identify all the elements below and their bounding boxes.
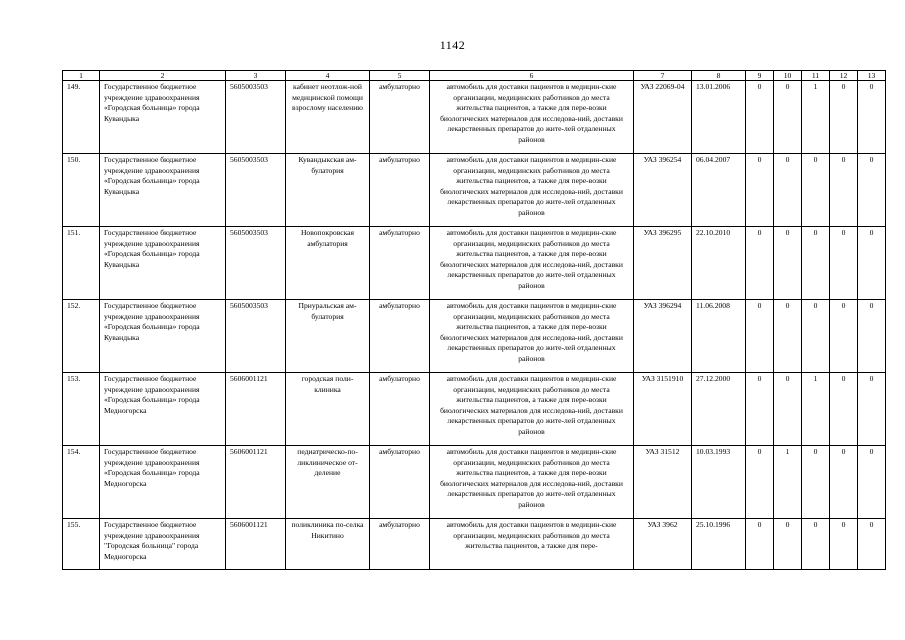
count-col-13: 0 — [858, 373, 886, 446]
subdivision-name: поликлиника по-селка Никитино — [286, 519, 370, 570]
table-row — [63, 154, 886, 227]
count-col-9: 0 — [746, 300, 774, 373]
count-col-9: 0 — [746, 373, 774, 446]
count-col-11: 0 — [802, 227, 830, 300]
column-header: 5 — [370, 71, 430, 81]
institution-name: Государственное бюджетное учреждение здравоохранения «Городская больница» города Медногорска — [100, 373, 226, 446]
row-number: 149. — [63, 81, 100, 154]
care-mode: амбулаторно — [370, 154, 430, 227]
subdivision-name: Кувандыкская ам-булатория — [286, 154, 370, 227]
table-row — [63, 300, 886, 373]
vehicle-model: УАЗ 3151910 — [634, 373, 692, 446]
vehicle-model: УАЗ 396295 — [634, 227, 692, 300]
vehicle-purpose: автомобиль для доставки пациентов в медицин-ские организации, медицинских работников до места жительства пациентов, а также для пере-возки биологических материалов для исследова-ний, доставки лекарственных препаратов до жите-лей отдаленных районов — [430, 227, 634, 300]
care-mode: амбулаторно — [370, 300, 430, 373]
registration-date: 13.01.2006 — [692, 81, 746, 154]
institution-name: Государственное бюджетное учреждение здравоохранения "Городская больница" города Медногорска — [100, 519, 226, 570]
registration-date: 22.10.2010 — [692, 227, 746, 300]
column-header: 1 — [63, 71, 100, 81]
subdivision-name: педиатрическо-по-ликлиническое от-деление — [286, 446, 370, 519]
subdivision-name: городская поли-клиника — [286, 373, 370, 446]
inn-code: 5605003503 — [226, 227, 286, 300]
page-number: 1142 — [439, 38, 466, 52]
table-row — [63, 519, 886, 570]
count-col-12: 0 — [830, 300, 858, 373]
count-col-10: 0 — [774, 373, 802, 446]
column-header: 12 — [830, 71, 858, 81]
inn-code: 5605003503 — [226, 81, 286, 154]
registration-date: 11.06.2008 — [692, 300, 746, 373]
count-col-9: 0 — [746, 154, 774, 227]
vehicle-model: УАЗ 396254 — [634, 154, 692, 227]
care-mode: амбулаторно — [370, 519, 430, 570]
registration-date: 27.12.2000 — [692, 373, 746, 446]
count-col-10: 0 — [774, 300, 802, 373]
inn-code: 5605003503 — [226, 154, 286, 227]
count-col-11: 0 — [802, 300, 830, 373]
count-col-11: 0 — [802, 154, 830, 227]
vehicle-purpose: автомобиль для доставки пациентов в медицин-ские организации, медицинских работников до места жительства пациентов, а также для пере-возки биологических материалов для исследова-ний, доставки лекарственных препаратов до жите-лей отдаленных районов — [430, 81, 634, 154]
column-header: 8 — [692, 71, 746, 81]
institution-name: Государственное бюджетное учреждение здравоохранения «Городская больница» города Кувандыка — [100, 227, 226, 300]
registration-date: 25.10.1996 — [692, 519, 746, 570]
count-col-12: 0 — [830, 519, 858, 570]
row-number: 150. — [63, 154, 100, 227]
column-header: 3 — [226, 71, 286, 81]
count-col-9: 0 — [746, 227, 774, 300]
inn-code: 5606001121 — [226, 446, 286, 519]
row-number: 153. — [63, 373, 100, 446]
count-col-11: 1 — [802, 81, 830, 154]
count-col-13: 0 — [858, 300, 886, 373]
count-col-10: 0 — [774, 154, 802, 227]
count-col-13: 0 — [858, 227, 886, 300]
count-col-9: 0 — [746, 81, 774, 154]
subdivision-name: Приуральская ам-булатория — [286, 300, 370, 373]
column-header: 10 — [774, 71, 802, 81]
vehicle-model: УАЗ 396294 — [634, 300, 692, 373]
institution-name: Государственное бюджетное учреждение здравоохранения «Городская больница» города Медногорска — [100, 446, 226, 519]
registration-date: 10.03.1993 — [692, 446, 746, 519]
vehicle-model: УАЗ 31512 — [634, 446, 692, 519]
count-col-9: 0 — [746, 446, 774, 519]
institution-name: Государственное бюджетное учреждение здравоохранения «Городская больница» города Кувандыка — [100, 154, 226, 227]
column-header: 2 — [100, 71, 226, 81]
column-header: 6 — [430, 71, 634, 81]
row-number: 151. — [63, 227, 100, 300]
column-header: 9 — [746, 71, 774, 81]
vehicle-purpose: автомобиль для доставки пациентов в медицин-ские организации, медицинских работников до места жительства пациентов, а также для пере-возки биологических материалов для исследова-ний, доставки лекарственных препаратов до жите-лей отдаленных районов — [430, 373, 634, 446]
table-row — [63, 81, 886, 154]
count-col-10: 1 — [774, 446, 802, 519]
count-col-12: 0 — [830, 227, 858, 300]
count-col-13: 0 — [858, 446, 886, 519]
inn-code: 5605003503 — [226, 300, 286, 373]
registration-date: 06.04.2007 — [692, 154, 746, 227]
count-col-10: 0 — [774, 519, 802, 570]
subdivision-name: Новопокровская амбулатория — [286, 227, 370, 300]
column-header: 11 — [802, 71, 830, 81]
institution-name: Государственное бюджетное учреждение здравоохранения «Городская больница» города Кувандыка — [100, 81, 226, 154]
table-row — [63, 446, 886, 519]
column-number-row — [63, 71, 886, 81]
count-col-12: 0 — [830, 373, 858, 446]
count-col-12: 0 — [830, 154, 858, 227]
count-col-12: 0 — [830, 81, 858, 154]
table-row — [63, 227, 886, 300]
care-mode: амбулаторно — [370, 446, 430, 519]
care-mode: амбулаторно — [370, 373, 430, 446]
care-mode: амбулаторно — [370, 81, 430, 154]
vehicle-purpose: автомобиль для доставки пациентов в медицин-ские организации, медицинских работников до места жительства пациентов, а также для пере-возки биологических материалов для исследова-ний, доставки лекарственных препаратов до жите-лей отдаленных районов — [430, 154, 634, 227]
count-col-10: 0 — [774, 81, 802, 154]
vehicle-registry-table — [62, 70, 886, 570]
column-header: 13 — [858, 71, 886, 81]
table-row — [63, 373, 886, 446]
subdivision-name: кабинет неотлож-ной медицинской помощи взрослому населению — [286, 81, 370, 154]
vehicle-model: УАЗ 22069-04 — [634, 81, 692, 154]
count-col-11: 0 — [802, 446, 830, 519]
count-col-12: 0 — [830, 446, 858, 519]
count-col-10: 0 — [774, 227, 802, 300]
inn-code: 5606001121 — [226, 519, 286, 570]
vehicle-purpose: автомобиль для доставки пациентов в медицин-ские организации, медицинских работников до места жительства пациентов, а также для пере-возки биологических материалов для исследова-ний, доставки лекарственных препаратов до жите-лей отдаленных районов — [430, 446, 634, 519]
row-number: 155. — [63, 519, 100, 570]
vehicle-purpose: автомобиль для доставки пациентов в медицин-ские организации, медицинских работников до места жительства пациентов, а также для пере- — [430, 519, 634, 570]
row-number: 152. — [63, 300, 100, 373]
count-col-11: 0 — [802, 519, 830, 570]
column-header: 7 — [634, 71, 692, 81]
count-col-13: 0 — [858, 81, 886, 154]
count-col-11: 1 — [802, 373, 830, 446]
institution-name: Государственное бюджетное учреждение здравоохранения «Городская больница» города Кувандыка — [100, 300, 226, 373]
count-col-9: 0 — [746, 519, 774, 570]
column-header: 4 — [286, 71, 370, 81]
vehicle-purpose: автомобиль для доставки пациентов в медицин-ские организации, медицинских работников до места жительства пациентов, а также для пере-возки биологических материалов для исследова-ний, доставки лекарственных препаратов до жите-лей отдаленных районов — [430, 300, 634, 373]
care-mode: амбулаторно — [370, 227, 430, 300]
count-col-13: 0 — [858, 154, 886, 227]
inn-code: 5606001121 — [226, 373, 286, 446]
vehicle-model: УАЗ 3962 — [634, 519, 692, 570]
count-col-13: 0 — [858, 519, 886, 570]
row-number: 154. — [63, 446, 100, 519]
